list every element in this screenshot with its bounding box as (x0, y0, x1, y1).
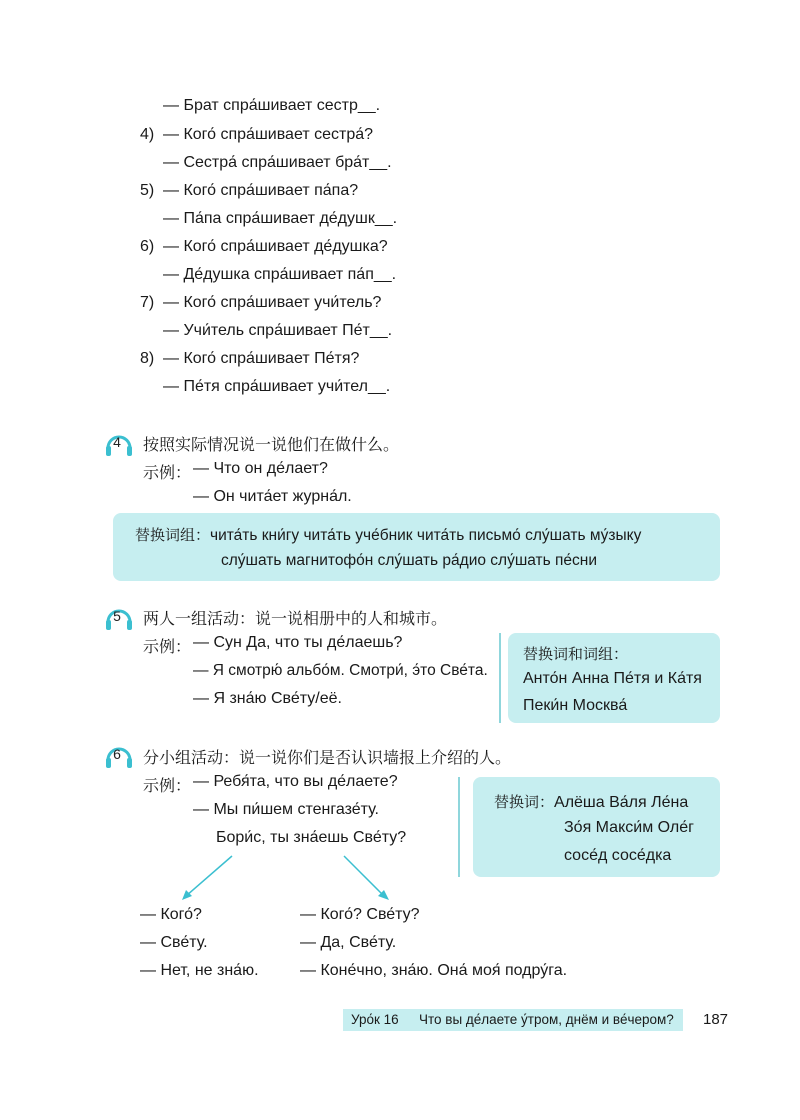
substitution-words: Пеки́н Москва́ (523, 697, 628, 714)
exercise-number: 4 (113, 434, 121, 450)
item-number: 6) (140, 238, 155, 255)
divider (499, 633, 501, 723)
dialogue-answer: — Пе́тя спра́шивает учи́тел__. (163, 378, 391, 395)
dialogue-answer: — Сестра́ спра́шивает бра́т__. (163, 154, 392, 171)
dialogue-question: — Кого́ спра́шивает Пе́тя? (163, 350, 360, 367)
exercise-instruction: 两人一组活动：说一说相册中的人和城市。 (143, 609, 448, 628)
example-label: 示例： (143, 637, 192, 656)
example-line: — Он чита́ет журна́л. (193, 488, 352, 505)
example-line: Бори́с, ты зна́ешь Све́ту? (216, 829, 407, 846)
exercise-number-badge (104, 428, 134, 462)
exercise-number-badge (104, 740, 134, 774)
substitution-box (508, 633, 720, 723)
substitution-words: Алёша Ва́ля Ле́на (554, 794, 689, 811)
divider (458, 777, 460, 877)
substitution-words: сосе́д сосе́дка (564, 847, 672, 864)
exercise-number-badge (104, 602, 134, 636)
branch-left-line: — Кого́? (140, 906, 202, 923)
substitution-words: Анто́н Анна Пе́тя и Ка́тя (523, 670, 702, 687)
example-label: 示例： (143, 776, 192, 795)
exercise-instruction: 按照实际情况说一说他们在做什么。 (143, 435, 400, 454)
dialogue-question: — Кого́ спра́шивает сестра́? (163, 126, 374, 143)
substitution-words: чита́ть кни́гу чита́ть уче́бник чита́ть письмо́ слу́шать му́зыку (210, 527, 642, 544)
exercise-instruction: 分小组活动：说一说你们是否认识墙报上介绍的人。 (143, 748, 512, 767)
example-line: — Что он де́лает? (193, 460, 328, 477)
item-number: 7) (140, 294, 155, 311)
dialogue-answer: — Па́па спра́шивает де́душк__. (163, 210, 398, 227)
substitution-line (135, 524, 641, 545)
substitution-words: слу́шать магнитофо́н слу́шать ра́дио слу́шать пе́сни (221, 552, 598, 569)
substitution-line (494, 791, 688, 812)
branch-right-line: — Да, Све́ту. (300, 934, 397, 951)
item-number: 4) (140, 126, 155, 143)
example-line: — Ребя́та, что вы де́лаете? (193, 773, 398, 790)
example-line: — Сун Да, что ты де́лаешь? (193, 634, 403, 651)
arrow-left (186, 856, 232, 896)
lesson-title: Что вы де́лаете у́тром, днём и ве́чером? (419, 1012, 674, 1027)
arrow-right (344, 856, 384, 896)
substitution-words: Зо́я Макси́м Оле́г (564, 819, 694, 836)
lesson-number: Уро́к 16 (351, 1012, 399, 1027)
branch-arrows (170, 852, 410, 904)
dialogue-question: — Кого́ спра́шивает учи́тель? (163, 294, 382, 311)
branch-right-line: — Кого́? Све́ту? (300, 906, 420, 923)
example-line: — Я зна́ю Све́ту/её. (193, 690, 342, 707)
substitution-label: 替换词组： (135, 526, 211, 544)
exercise-number: 6 (113, 746, 121, 762)
item-number: 8) (140, 350, 155, 367)
substitution-label: 替换词： (494, 793, 555, 811)
branch-right-line: — Коне́чно, зна́ю. Она́ моя́ подру́га. (300, 962, 568, 979)
dialogue-question: — Кого́ спра́шивает де́душка? (163, 238, 388, 255)
dialogue-answer: — Брат спра́шивает сестр__. (163, 97, 381, 114)
dialogue-question: — Кого́ спра́шивает па́па? (163, 182, 359, 199)
substitution-box (113, 513, 720, 581)
substitution-box (473, 777, 720, 877)
branch-left-line: — Све́ту. (140, 934, 208, 951)
item-number: 5) (140, 182, 155, 199)
branch-left-line: — Нет, не зна́ю. (140, 962, 259, 979)
example-line: — Мы пи́шем стенгазе́ту. (193, 801, 379, 818)
example-line: — Я смотрю́ альбо́м. Смотри́, э́то Све́та. (193, 662, 488, 679)
exercise-number: 5 (113, 608, 121, 624)
substitution-label: 替换词和词组： (523, 645, 629, 663)
page-number: 187 (703, 1011, 729, 1028)
dialogue-answer: — Учи́тель спра́шивает Пе́т__. (163, 322, 393, 339)
dialogue-answer: — Де́душка спра́шивает па́п__. (163, 266, 397, 283)
example-label: 示例： (143, 463, 192, 482)
